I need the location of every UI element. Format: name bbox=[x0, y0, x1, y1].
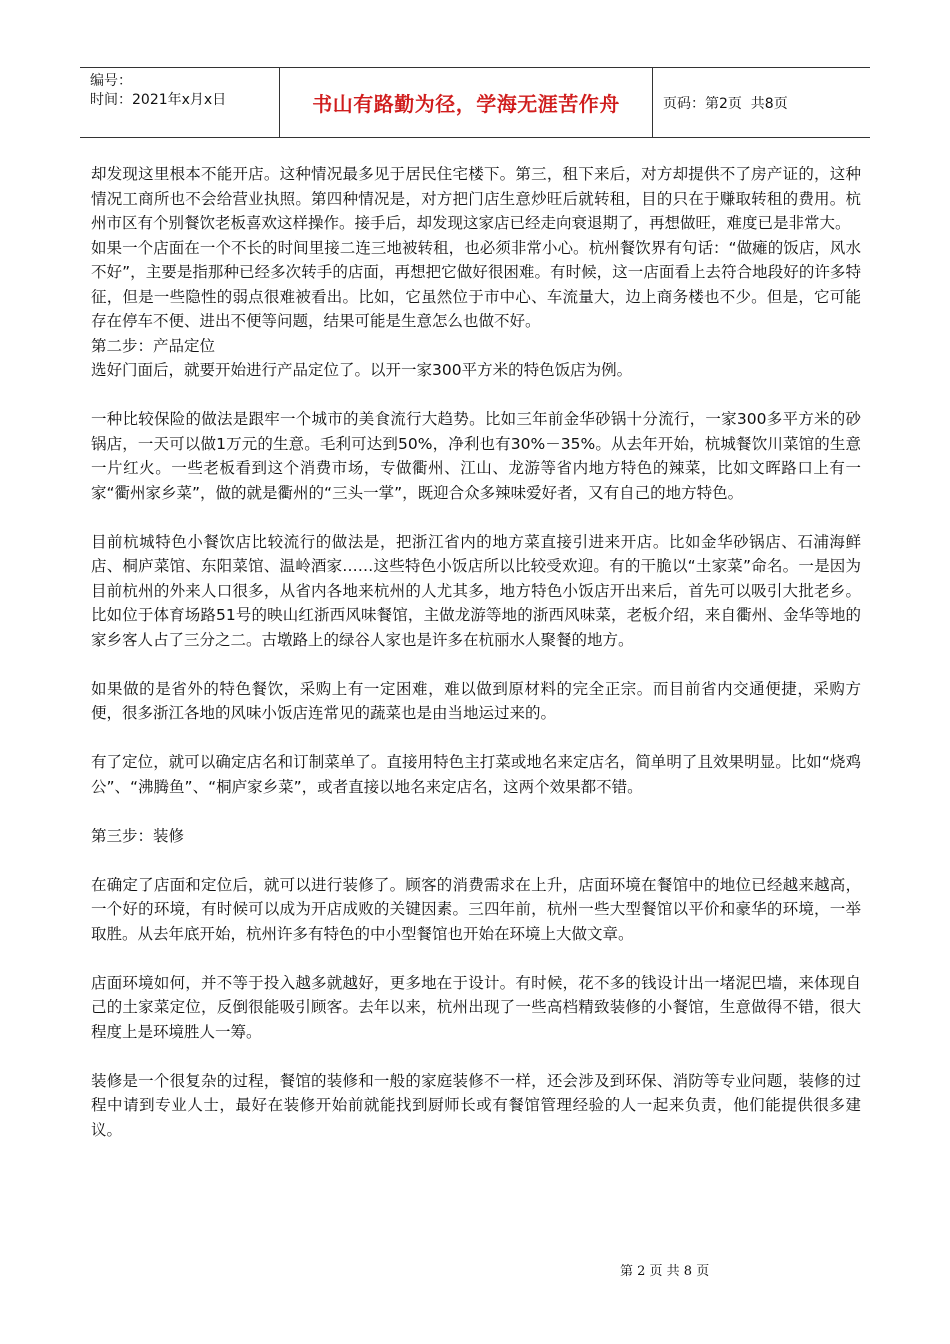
paragraph-gap bbox=[91, 383, 861, 408]
header-page-info bbox=[653, 68, 870, 137]
number-label: 编号： bbox=[90, 73, 132, 89]
paragraph: 第三步：装修 bbox=[91, 826, 185, 845]
paragraph: 如果一个店面在一个不长的时间里接二连三地被转租，也必须非常小心。杭州餐饮界有句话：“做瘫的饭店，风水不好”，主要是指那种已经多次转手的店面，再想把它做好很困难。有时候，这一店面看上去符合地段好的许多特征，但是一些隐性的弱点很难被看出。比如，它虽然位于市中心、车流量大，边上商务楼也不少。但是，它可能存在停车不便、进出不便等问题，结果可能是生意怎么也做不好。 bbox=[91, 238, 861, 330]
footer-page-number: 第 2 页 共 8 页 bbox=[620, 1264, 710, 1279]
paragraph-gap bbox=[91, 1044, 861, 1069]
page-info-text: 页码：第2页 共8页 bbox=[663, 95, 788, 112]
paragraph: 却发现这里根本不能开店。这种情况最多见于居民住宅楼下。第三，租下来后，对方却提供不了房产证的，这种情况工商所也不会给营业执照。第四种情况是，对方把门店生意炒旺后就转租，目的只在于赚取转租的费用。杭州市区有个别餐饮老板喜欢这样操作。接手后，却发现这家店已经走向衰退期了，再想做旺，难度已是非常大。 bbox=[91, 165, 861, 232]
paragraph: 如果做的是省外的特色餐饮，采购上有一定困难，难以做到原材料的完全正宗。而目前省内交通便捷，采购方便，很多浙江各地的风味小饭店连常见的蔬菜也是由当地运过来的。 bbox=[91, 679, 861, 722]
document-header bbox=[80, 67, 870, 138]
paragraph: 第二步：产品定位 bbox=[91, 336, 216, 355]
time-label: 时间：2021年x月x日 bbox=[90, 92, 227, 108]
page-footer bbox=[0, 1245, 950, 1279]
header-meta bbox=[80, 68, 280, 137]
paragraph: 有了定位，就可以确定店名和订制菜单了。直接用特色主打菜或地名来定店名，简单明了且效果明显。比如“烧鸡公”、“沸腾鱼”、“桐庐家乡菜”，或者直接以地名来定店名，这两个效果都不错。 bbox=[91, 753, 861, 796]
paragraph: 一种比较保险的做法是跟牢一个城市的美食流行大趋势。比如三年前金华砂锅十分流行，一家300多平方米的砂锅店，一天可以做1万元的生意。毛利可达到50%，净利也有30%－35%。从去年开始，杭城餐饮川菜馆的生意一片红火。一些老板看到这个消费市场，专做衢州、江山、龙游等省内地方特色的辣菜，比如文晖路口上有一家“衢州家乡菜”，做的就是衢州的“三头一掌”，既迎合众多辣味爱好者，又有自己的地方特色。 bbox=[91, 410, 861, 502]
paragraph-gap bbox=[91, 726, 861, 751]
paragraph-gap bbox=[91, 505, 861, 530]
paragraph: 店面环境如何，并不等于投入越多就越好，更多地在于设计。有时候，花不多的钱设计出一堵泥巴墙，来体现自己的土家菜定位，反倒很能吸引顾客。去年以来，杭州出现了一些高档精致装修的小餐馆，生意做得不错，很大程度上是环境胜人一筹。 bbox=[91, 973, 861, 1041]
paragraph: 目前杭城特色小餐饮店比较流行的做法是，把浙江省内的地方菜直接引进来开店。比如金华砂锅店、石浦海鲜店、桐庐菜馆、东阳菜馆、温岭酒家……这些特色小饭店所以比较受欢迎。有的干脆以“土家菜”命名。一是因为目前杭州的外来人口很多，从省内各地来杭州的人尤其多，地方特色小饭店开出来后，首先可以吸引大批老乡。比如位于体育场路51号的映山红浙西风味餐馆，主做龙游等地的浙西风味菜，老板介绍，来自衢州、金华等地的家乡客人占了三分之二。古墩路上的绿谷人家也是许多在杭丽水人聚餐的地方。 bbox=[91, 532, 861, 649]
paragraph-gap bbox=[91, 652, 861, 677]
paragraph: 在确定了店面和定位后，就可以进行装修了。顾客的消费需求在上升，店面环境在餐馆中的地位已经越来越高，一个好的环境，有时候可以成为开店成败的关键因素。三四年前，杭州一些大型餐馆以平价和豪华的环境，一举取胜。从去年底开始，杭州许多有特色的中小型餐馆也开始在环境上大做文章。 bbox=[91, 875, 861, 943]
paragraph: 选好门面后，就要开始进行产品定位了。以开一家300平方米的特色饭店为例。 bbox=[91, 361, 633, 379]
header-motto: 书山有路勤为径，学海无涯苦作舟 bbox=[280, 68, 653, 137]
paragraph-gap bbox=[91, 946, 861, 971]
document-body bbox=[91, 162, 861, 1142]
paragraph: 装修是一个很复杂的过程，餐馆的装修和一般的家庭装修不一样，还会涉及到环保、消防等专业问题，装修的过程中请到专业人士，最好在装修开始前就能找到厨师长或有餐馆管理经验的人一起来负责，他们能提供很多建议。 bbox=[91, 1071, 861, 1139]
paragraph-gap bbox=[91, 848, 861, 873]
paragraph-gap bbox=[91, 799, 861, 824]
